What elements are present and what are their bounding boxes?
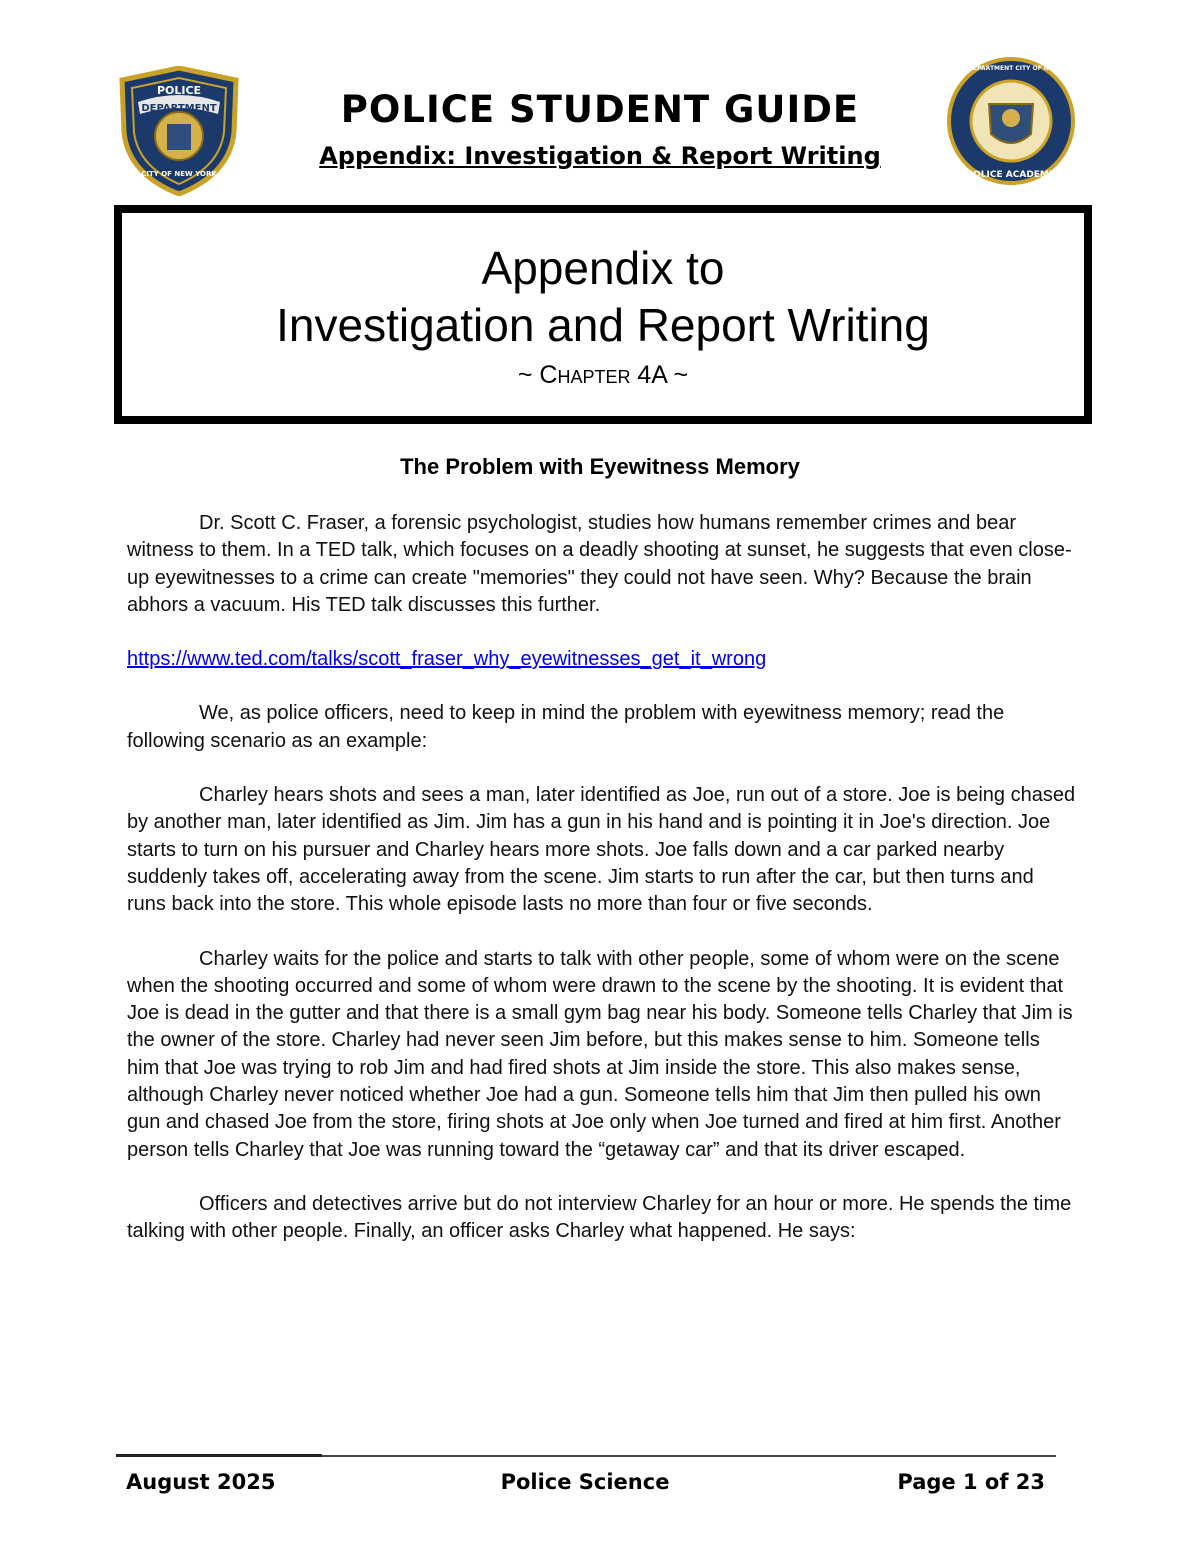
paragraph: Dr. Scott C. Fraser, a forensic psychologist, studies how humans remember crimes and bear witness to them. In a TED talk, which focuses on a deadly shooting at sunset, he suggests that even close-up eyewitnesses to a crime can create "memories" they could not have seen. Why? Because the brain abhors a vacuum. His TED talk discusses this further. — [127, 512, 1072, 616]
left-logo-bottom-text: CITY OF NEW YORK — [141, 170, 217, 178]
footer-page-number: Page 1 of 23 — [897, 1470, 1045, 1494]
left-logo-banner-text: DEPARTMENT — [141, 103, 217, 114]
body-text — [127, 510, 1077, 1273]
chapter-title-line-2: Investigation and Report Writing — [276, 299, 930, 351]
chapter-title-box — [114, 205, 1092, 424]
right-logo-top-text: POLICE DEPARTMENT CITY OF NEW YORK — [946, 65, 1076, 72]
paragraph: Charley hears shots and sees a man, later identified as Joe, run out of a store. Joe is being chased by another man, later identified as Jim. Jim has a gun in his hand and is pointing it in Joe's direction. Joe starts to turn on his pursuer and Charley hears more shots. Joe falls down and a car parked nearby suddenly takes off, accelerating away from the scene. Jim starts to run after the car, but then turns and runs back into the store. This whole episode lasts no more than four or five seconds. — [127, 784, 1076, 916]
footer-date: August 2025 — [126, 1470, 276, 1494]
guide-title: POLICE STUDENT GUIDE — [340, 88, 860, 131]
paragraph: We, as police officers, need to keep in mind the problem with eyewitness memory; read the following scenario as an example: — [127, 702, 1005, 752]
chapter-number: ~ Chapter 4A ~ — [517, 361, 689, 389]
section-heading: The Problem with Eyewitness Memory — [400, 454, 800, 479]
nypd-shield-icon — [118, 66, 240, 196]
footer-course: Police Science — [500, 1470, 670, 1494]
paragraph: Charley waits for the police and starts to talk with other people, some of whom were on the scene when the shooting occurred and some of whom were drawn to the scene by the shooting. It is evident that Joe is dead in the gutter and that there is a small gym bag near his body. Someone tells Charley that Jim is the owner of the store. Charley had never seen Jim before, but this makes sense to him. Someone tells him that Joe was trying to rob Jim and had fired shots at Jim inside the store. This also makes sense, although Charley never noticed whether Joe had a gun. Someone tells him that Jim then pulled his own gun and chased Joe from the store, firing shots at Joe only when Joe turned and fired at him first. Another person tells Charley that Joe was running toward the “getaway car” and that its driver escaped. — [127, 947, 1073, 1161]
ted-talk-link[interactable]: https://www.ted.com/talks/scott_fraser_why_eyewitnesses_get_it_wrong — [127, 648, 767, 671]
footer-divider-accent — [116, 1454, 322, 1457]
paragraph: Officers and detectives arrive but do not interview Charley for an hour or more. He spends the time talking with other people. Finally, an officer asks Charley what happened. He says: — [127, 1192, 1072, 1243]
guide-subtitle: Appendix: Investigation & Report Writing — [319, 142, 881, 170]
chapter-title-line-1: Appendix to — [481, 242, 725, 294]
link-paragraph — [127, 646, 1077, 673]
left-logo-top-text: POLICE — [156, 84, 202, 97]
police-academy-seal-icon — [946, 56, 1076, 186]
right-logo-bottom-text: POLICE ACADEMY — [966, 170, 1056, 180]
